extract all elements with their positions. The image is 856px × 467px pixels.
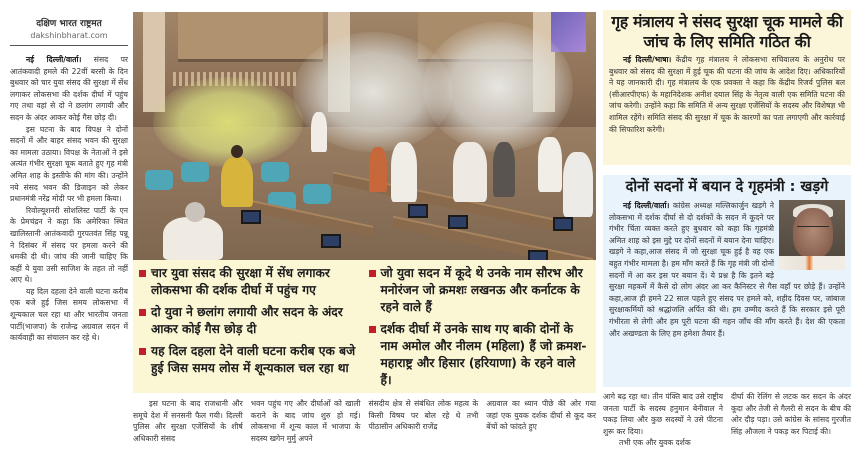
lok-sabha-smoke-photo (133, 12, 596, 260)
highlight-item: दर्शक दीर्घा में उनके साथ गए बाकी दोनों के नाम अमोल और नीलम (महिला) हैं जो क्रमश- महाराष्ट्र और हिसार (हरियाणा) के रहने वाले हैं। (369, 321, 591, 389)
main-lead: संसद पर आतंकवादी हमले की 22वीं बरसी के दिन बुधवार को चार युवा संसद की सुरक्षा में सेंध लगाकर लोकसभा की दर्शक दीर्घा में पहुंच गए तथा वहां से दो ने छलांग लगायी और सदन के अंदर आकर कोई गैस छोड़ दी। (10, 55, 128, 122)
kharge-portrait (779, 200, 845, 270)
highlight-item: यह दिल दहला देने वाली घटना करीब एक बजे हुई जिस समय लोस में शून्यकाल चल रहा था (139, 343, 361, 377)
highlights-right (369, 265, 591, 389)
text-column: भवन पहुंच गए और दीर्घाओं को खाली कराने के बाद जांच शुरु हो गई। लोकसभा में शून्य काल में भाजपा के सदस्य खगेन मुर्मु अपने (250, 399, 361, 443)
person-yellow-saree (221, 157, 253, 207)
text-column: अग्रवाल का ध्यान पीछे की ओर गया जहां एक युवक दर्शक दीर्घा से कूद कर बेंचों को फांदते हुए (486, 399, 596, 432)
masthead (10, 18, 128, 46)
kharge-dateline: नई दिल्ली/वार्ता। (623, 201, 670, 210)
text-column: आगे बढ़ रहा था। तीन पंक्ति बाद उसे राष्ट्रीय जनता पार्टी के सदस्य हनुमान बेनीवाल ने पकड़ लिया और कुछ सदस्यों ने उसे पीटना शुरू कर दिया। तभी एक और युवक दर्शक (603, 392, 723, 448)
committee-headline: गृह मंत्रालय ने संसद सुरक्षा चूक मामले की जांच के लिए समिति गठित की (611, 13, 843, 51)
bullet-square-icon (369, 270, 376, 277)
yellow-smoke (153, 77, 303, 167)
bullet-square-icon (139, 270, 146, 277)
highlight-item: जो युवा सदन में कूदे थे उनके नाम सौरभ और मनोरंजन जो क्रमशः लखनऊ और कर्नाटक के रहने वाले हैं (369, 265, 591, 316)
main-para-3: रिवोल्यूशनरी सोशलिस्ट पार्टी के एन के प्रेमचंद्रन ने कहा कि अमेरिका स्थित खालिस्तानी आतंकवादी गुरपतवंत सिंह पन्नू ने दिसंबर में संसद पर हमला करने की धमकी दी थी। जांच की जानी चाहिए कि कहीं ये युवा उसी साजिश के तहत तो नहीं आए थे। (10, 205, 128, 285)
visitor-gallery (178, 12, 323, 62)
white-smoke (423, 22, 573, 152)
text-column: दीर्घा की रेलिंग से लटक कर सदन के अंदर कूदा और तेजी से गैलरी से सदन के बीच की ओर दौड़ पड़ा। उसे कांग्रेस के सांसद गुरजीत सिंह औजला ने पकड़ कर पिटाई की। (731, 392, 851, 436)
main-para-2: इस घटना के बाद विपक्ष ने दोनों सदनों में और बाहर संसद भवन की सुरक्षा का मामला उठाया। विपक्ष के नेताओं ने इसे अत्यंत गंभीर सुरक्षा चूक बताते हुए गृह मंत्री अमित शाह के इस्तीफे की मांग की। उन्होंने नये संसद भवन की डिजाइन को लेकर प्रधानमंत्री नरेंद्र मोदी पर भी हमला किया। (10, 124, 128, 204)
bullet-square-icon (139, 309, 146, 316)
bullet-square-icon (139, 348, 146, 355)
kharge-headline: दोनों सदनों में बयान दे गृहमंत्री : खड़गे (625, 179, 829, 195)
publication-name: दक्षिण भारत राष्ट्रमत (36, 19, 102, 29)
highlight-item: दो युवा ने छलांग लगायी और सदन के अंदर आकर कोई गैस छोड़ दी (139, 304, 361, 338)
main-story-text (10, 54, 128, 344)
main-dateline: नई दिल्ली/वार्ता। (26, 55, 82, 64)
main-story-continuation-right (603, 391, 851, 449)
left-column (10, 18, 128, 344)
intruder (311, 112, 327, 152)
highlights-left (139, 265, 361, 389)
main-story-continuation (133, 398, 596, 444)
highlight-item: चार युवा संसद की सुरक्षा में सेंध लगाकर लोकसभा की दर्शक दीर्घा में पहुंच गए (139, 265, 361, 299)
committee-story (603, 10, 851, 165)
text-column: संसदीय क्षेत्र से संबंधित लोक महत्व के किसी विषय पर बोल रहे थे तभी पीठासीन अधिकारी राजेंद्र (368, 399, 479, 432)
main-para-4: यह दिल दहला देने वाली घटना करीब एक बजे हुई जिस समय लोकसभा में शून्यकाल चल रहा था और भारतीय जनता पार्टी(भाजपा) के राजेन्द्र अग्रवाल सदन में कार्यवाही का संचालन कर रहे थे। (10, 286, 128, 343)
highlights-panel (133, 260, 596, 393)
kharge-text: नई दिल्ली/वार्ता। कांग्रेस अध्यक्ष मल्लिकार्जुन खड़गे ने लोकसभा में दर्शक दीर्घा से दो दर्शकों के सदन में कूदने पर गंभीर चिंता व्यक्त करते हुए बुधवार को कहा कि गृहमंत्री अमित शाह को इस मुद्दे पर दोनों सदनों में बयान देना चाहिए। खड़गे ने कहा,आज संसद में जो सुरक्षा चूक हुई है वह एक बहुत गंभीर मामला है। हम माँग करते हैं कि गृह मंत्री जी दोनों सदनों में आ कर इस पर बयान दें। ये प्रश्न है कि इतने बड़े सुरक्षा महकमें में कैसे दो लोग अंदर आ कर कैनिस्टर से गैस वहाँ पर छोड़े हैं। उन्होंने कहा,आज ही हमने 22 साल पहले हुए संसद पर हमले को, शहीद दिवस पर, जांबाज सुरक्षाकर्मियों को श्रद्धांजलि अर्पित की थी। हम उम्मीद करते हैं कि सरकार इसे पूरी गंभीरता से लेगी और हम पूरी घटना की गहन जाँच की माँग करते हैं। देश की एकता और अखण्डता के लिए हम हमेशा तैयार हैं। (609, 201, 845, 338)
text-column: इस घटना के बाद राजधानी और समूचे देश में सनसनी फैल गयी। दिल्ली पुलिस और सुरक्षा एजेंसियों के शीर्ष अधिकारी संसद (133, 399, 243, 443)
committee-text: नई दिल्ली/भाषा। केंद्रीय गृह मंत्रालय ने लोकसभा सचिवालय के अनुरोध पर बुधवार को संसद की सुरक्षा में हुई चूक की घटना की जांच के आदेश दिए। अधिकारियों ने यह जानकारी दी। गृह मंत्रालय के एक प्रवक्ता ने कहा कि केंद्रीय रिजर्व पुलिस बल (सीआरपीएफ) के महानिदेशक अनीश दयाल सिंह के नेतृत्व वाली एक समिति घटना की जांच करेगी। उन्होंने कहा कि समिति में अन्य सुरक्षा एजेंसियों के सदस्य और विशेषज्ञ भी शामिल रहेंगे। समिति संसद की सुरक्षा में चूक के कारणों का पता लगाएगी और कार्रवाई की सिफारिश करेगी। (609, 55, 845, 134)
publication-url[interactable]: dakshinbharat.com (30, 31, 108, 40)
committee-dateline: नई दिल्ली/भाषा। (623, 55, 672, 64)
kharge-story (603, 175, 851, 387)
bullet-square-icon (369, 326, 376, 333)
seated-member (163, 217, 223, 260)
